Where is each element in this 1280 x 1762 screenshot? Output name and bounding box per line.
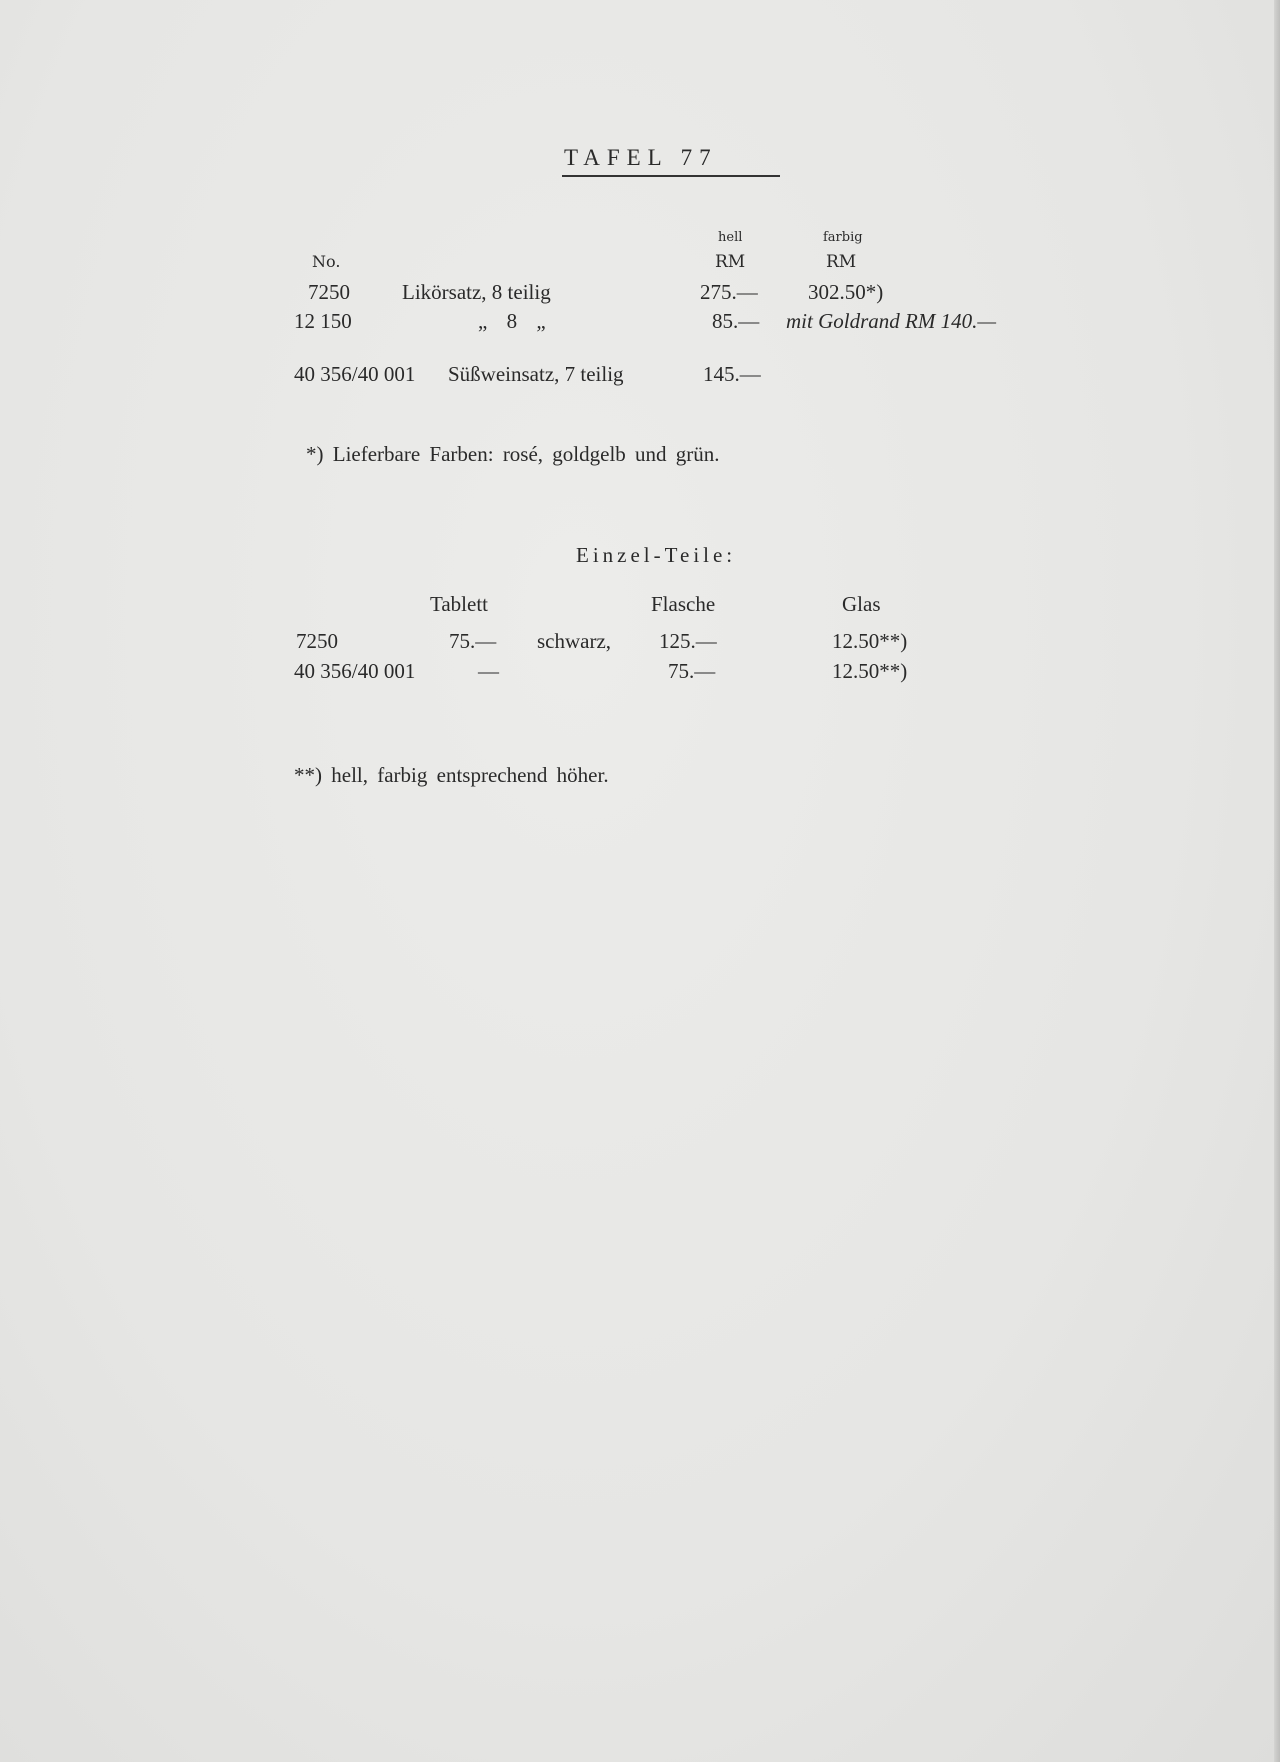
part-note: schwarz, (537, 629, 612, 653)
unit-farbig: RM (826, 252, 857, 272)
row-no: 12 150 (294, 309, 352, 333)
page-edge (1274, 0, 1280, 1762)
col-header-no: No. (312, 252, 341, 271)
part-row-no: 40 356/40 001 (294, 659, 416, 683)
page-title: TAFEL 77 (564, 145, 718, 170)
part-glas: 12.50**) (832, 659, 908, 683)
part-flasche: 75.— (668, 659, 716, 683)
part-glas: 12.50**) (832, 629, 908, 653)
unit-hell: RM (715, 252, 746, 272)
title-underline (562, 175, 780, 177)
row-price-farbig: 302.50*) (808, 280, 884, 304)
row-no: 40 356/40 001 (294, 362, 416, 386)
row-desc: Likörsatz, 8 teilig (402, 280, 551, 304)
col-header-hell: hell (718, 230, 743, 245)
part-row-no: 7250 (296, 629, 338, 653)
col-header-tablett: Tablett (430, 592, 489, 616)
row-price-hell: 145.— (703, 362, 761, 386)
row-desc: „ 8 „ (478, 309, 546, 333)
row-price-hell: 275.— (700, 280, 758, 304)
footnote-hell-farbig: **) hell, farbig entsprechend höher. (294, 763, 609, 787)
row-desc: Süßweinsatz, 7 teilig (448, 362, 624, 386)
section-heading: Einzel-Teile: (576, 543, 737, 567)
row-price-farbig: mit Goldrand RM 140.— (786, 309, 996, 333)
part-tablett: 75.— (449, 629, 497, 653)
part-tablett: — (478, 659, 499, 683)
col-header-farbig: farbig (823, 230, 863, 245)
row-no: 7250 (308, 280, 350, 304)
col-header-glas: Glas (842, 592, 881, 616)
part-flasche: 125.— (659, 629, 717, 653)
footnote-colors: *) Lieferbare Farben: rosé, goldgelb und grün. (306, 442, 720, 466)
col-header-flasche: Flasche (651, 592, 716, 616)
row-price-hell: 85.— (712, 309, 760, 333)
